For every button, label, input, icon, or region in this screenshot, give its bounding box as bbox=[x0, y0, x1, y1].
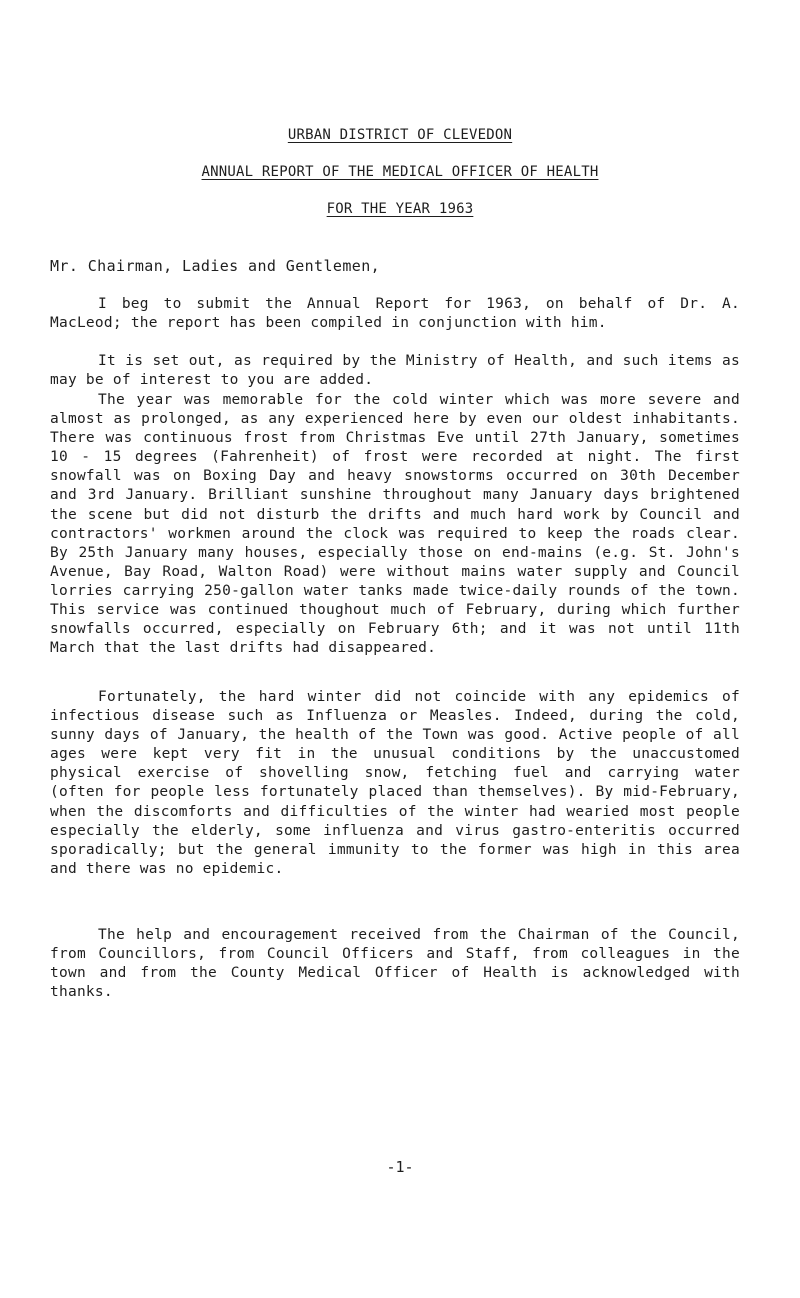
paragraph-acknowledgements: The help and encouragement received from the Chairman of the Council, from Councillors, from Council Officers and Staff, from colleagues in the town and from the County Medical Officer of Health is acknowledged with thanks. bbox=[50, 927, 740, 1001]
paragraph-submission: I beg to submit the Annual Report for 1963, on behalf of Dr. A. MacLeod; the report has been compiled in conjunction with him. bbox=[50, 296, 740, 332]
report-year: FOR THE YEAR 1963 bbox=[326, 201, 474, 217]
paragraph-health: Fortunately, the hard winter did not coincide with any epidemics of infectious disease such as Influenza or Measles. Indeed, during the cold, sunny days of January, the health of the Town was good. Active people of all ages were kept very fit in the unusual conditions by the unaccustomed physical exercise of shovelling snow, fetching fuel and carrying water (often for people less fortunately placed than themselves). By mid-February, when the discomforts and difficulties of the winter had wearied most people especially the elderly, some influenza and virus gastro-enteritis occurred sporadically; but the general immunity to the former was high in this area and there was no epidemic. bbox=[50, 689, 740, 877]
salutation: Mr. Chairman, Ladies and Gentlemen, bbox=[50, 257, 381, 275]
paragraph-ministry: It is set out, as required by the Ministry of Health, and such items as may be of interest to you are added. bbox=[50, 353, 740, 389]
paragraph-winter: The year was memorable for the cold winter which was more severe and almost as prolonged, as any experienced here by even our oldest inhabitants. There was continuous frost from Christmas Eve until 27th January, sometimes 10 - 15 degrees (Fahrenheit) of frost were recorded at night. The first snowfall was on Boxing Day and heavy snowstorms occurred on 30th December and 3rd January. Brilliant sunshine throughout many January days brightened the scene but did not disturb the drifts and much hard work by Council and contractors' workmen around the clock was required to keep the roads clear. By 25th January many houses, especially those on end-mains (e.g. St. John's Avenue, Bay Road, Walton Road) were without mains water supply and Council lorries carrying 250-gallon water tanks made twice-daily rounds of the town. This service was continued thoughout much of February, during which further snowfalls occurred, especially on February 6th; and it was not until 11th March that the last drifts had disappeared. bbox=[50, 392, 740, 657]
page-number: -1- bbox=[386, 1158, 414, 1176]
district-heading: URBAN DISTRICT OF CLEVEDON bbox=[287, 127, 513, 143]
report-title: ANNUAL REPORT OF THE MEDICAL OFFICER OF HEALTH bbox=[201, 164, 599, 180]
